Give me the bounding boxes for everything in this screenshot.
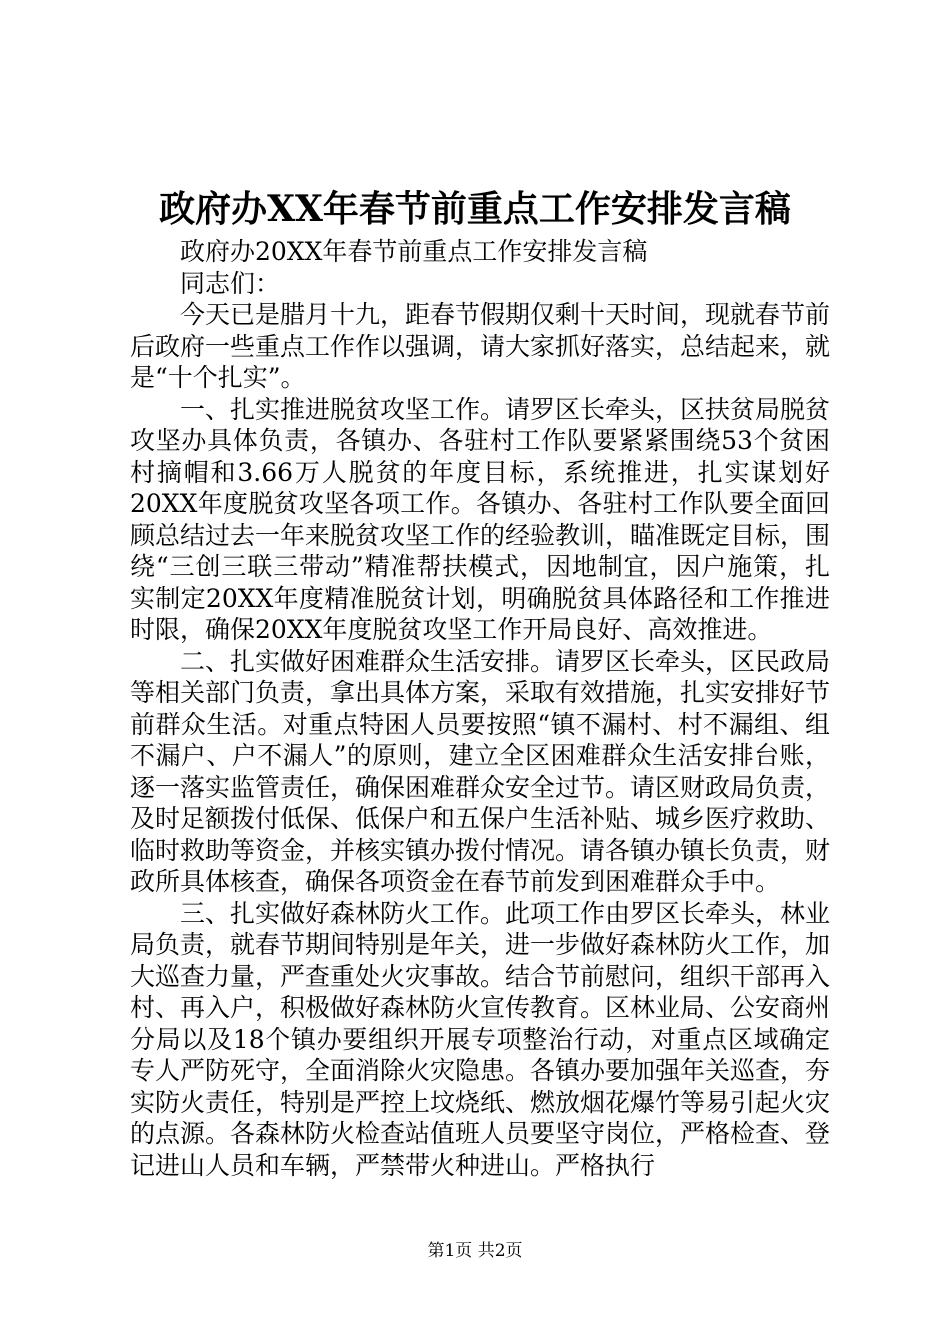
salutation-line: 同志们： [180,268,281,298]
paragraph-section-3: 三、扎实做好森林防火工作。此项工作由罗区长牵头，林业局负责，就春节期间特别是年关，进一步做好森林防火工作，加大巡查力量，严查重处火灾事故。结合节前慰问，组织干部再入村、再入户，积极做好森林防火宣传教育。区林业局、公安商州分局以及18个镇办要组织开展专项整治行动，对重点区域确定专人严防死守，全面消除火灾隐患。各镇办要加强年关巡查，夯实防火责任，特别是严控上坟烧纸、燃放烟花爆竹等易引起火灾的点源。各森林防火检查站值班人员要坚守岗位，严格检查、登记进山人员和车辆，严禁带火种进山。严格执行 [130,898,831,1180]
paragraph-section-2: 二、扎实做好困难群众生活安排。请罗区长牵头，区民政局等相关部门负责，拿出具体方案，采取有效措施，扎实安排好节前群众生活。对重点特困人员要按照“镇不漏村、村不漏组、组不漏户、户不漏人”的原则，建立全区困难群众生活安排台账，逐一落实监管责任，确保困难群众安全过节。请区财政局负责，及时足额拨付低保、低保户和五保户生活补贴、城乡医疗救助、临时救助等资金，并核实镇办拨付情况。请各镇办镇长负责，财政所具体核查，确保各项资金在春节前发到困难群众手中。 [130,646,831,896]
document-title: 政府办XX年春节前重点工作安排发言稿 [159,188,791,230]
document-body [130,236,830,1181]
page-footer: 第1页 共2页 [427,1241,523,1261]
paragraph-intro: 今天已是腊月十九，距春节假期仅剩十天时间，现就春节前后政府一些重点工作作以强调，请大家抓好落实，总结起来，就是“十个扎实”。 [130,300,831,392]
paragraph-section-1: 一、扎实推进脱贫攻坚工作。请罗区长牵头，区扶贫局脱贫攻坚办具体负责，各镇办、各驻村工作队要紧紧围绕53个贫困村摘帽和3.66万人脱贫的年度目标，系统推进，扎实谋划好20XX年度脱贫攻坚各项工作。各镇办、各驻村工作队要全面回顾总结过去一年来脱贫攻坚工作的经验教训，瞄准既定目标，围绕“三创三联三带动”精准帮扶模式，因地制宜，因户施策，扎实制定20XX年度精准脱贫计划，明确脱贫具体路径和工作推进时限，确保20XX年度脱贫攻坚工作开局良好、高效推进。 [130,394,831,644]
subtitle-line: 政府办20XX年春节前重点工作安排发言稿 [180,237,648,266]
